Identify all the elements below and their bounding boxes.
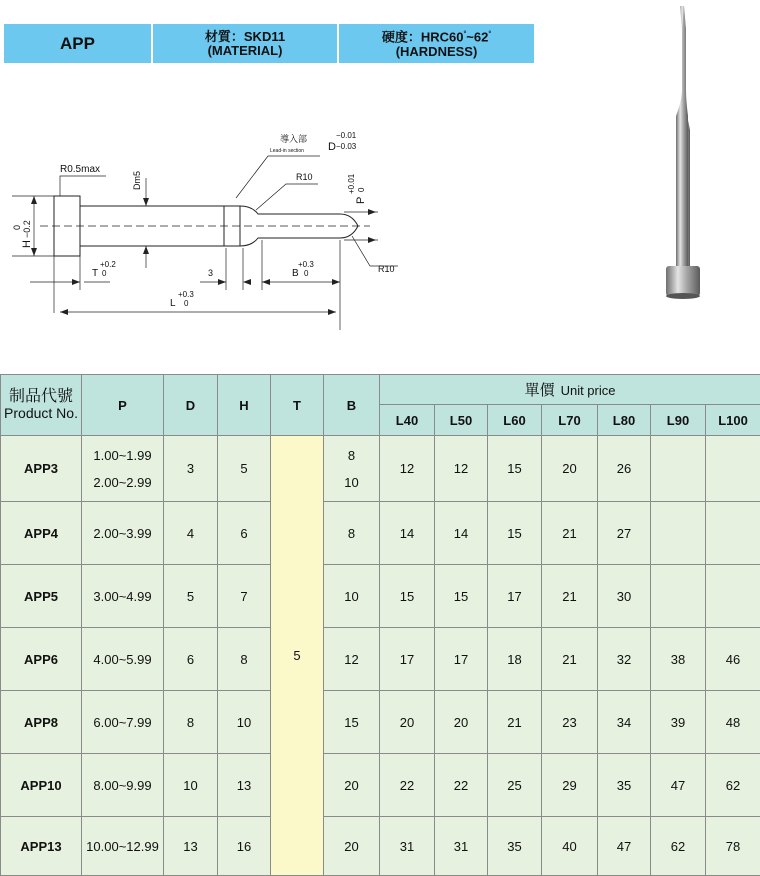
table-row	[1, 817, 760, 876]
p-range: 8.00~9.99	[82, 754, 164, 817]
p-lower-tol: 0	[357, 187, 366, 192]
b-value: 12	[324, 628, 380, 691]
h-value: 13	[218, 754, 271, 817]
price-cell	[706, 436, 760, 502]
p-upper-tol: +0.01	[347, 173, 356, 194]
price-cell: 35	[598, 754, 651, 817]
p-range: 2.00~3.99	[82, 502, 164, 565]
b-value: 15	[324, 691, 380, 754]
price-cell: 12	[435, 436, 488, 502]
lead-in-cn-label: 導入部	[280, 133, 307, 144]
price-cell	[651, 436, 706, 502]
table-row	[1, 565, 760, 628]
price-cell: 47	[651, 754, 706, 817]
price-cell: 20	[542, 436, 598, 502]
header-length: L50	[435, 405, 488, 436]
price-cell: 30	[598, 565, 651, 628]
d-value: 5	[164, 565, 218, 628]
lead-in-en-label: Lead-in section	[270, 148, 304, 154]
price-cell: 12	[380, 436, 435, 502]
price-cell: 17	[488, 565, 542, 628]
b-upper-tol: +0.3	[298, 260, 314, 269]
b-lower-tol: 0	[304, 269, 309, 278]
header-length: L100	[706, 405, 760, 436]
spec-price-table	[0, 374, 760, 876]
r-max-label: R0.5max	[60, 164, 100, 175]
t-upper-tol: +0.2	[100, 260, 116, 269]
price-cell: 48	[706, 691, 760, 754]
d-lower-tol: −0.03	[336, 142, 357, 151]
table-row	[1, 628, 760, 691]
b-value-1: 8	[324, 448, 379, 463]
h-value: 8	[218, 628, 271, 691]
table-row	[1, 754, 760, 817]
t-value: 5	[271, 436, 324, 876]
hardness-sep: ~62	[466, 30, 488, 45]
b-value	[324, 436, 380, 502]
material-line-2: (MATERIAL)	[208, 44, 283, 58]
product-code: APP	[60, 37, 95, 51]
product-no: APP5	[1, 565, 82, 628]
price-cell: 62	[706, 754, 760, 817]
product-no: APP8	[1, 691, 82, 754]
l-lower-tol: 0	[184, 299, 189, 308]
price-cell	[651, 565, 706, 628]
price-cell: 15	[380, 565, 435, 628]
header-t: T	[271, 375, 324, 436]
price-cell: 78	[706, 817, 760, 876]
spec-header-bar	[4, 24, 534, 63]
r10-bottom-label: R10	[378, 264, 395, 274]
header-unit-price-cn: 單價	[525, 382, 555, 399]
d-value: 4	[164, 502, 218, 565]
price-cell: 17	[380, 628, 435, 691]
price-cell: 29	[542, 754, 598, 817]
header-unit-price	[380, 375, 760, 405]
d-upper-tol: −0.01	[336, 131, 357, 140]
price-cell: 21	[488, 691, 542, 754]
b-value: 20	[324, 754, 380, 817]
price-cell: 14	[435, 502, 488, 565]
hardness-degree-1: °	[463, 31, 466, 38]
three-label: 3	[208, 268, 213, 278]
hardness-line-1	[382, 28, 491, 44]
l-upper-tol: +0.3	[178, 290, 194, 299]
price-cell: 15	[488, 502, 542, 565]
header-length: L60	[488, 405, 542, 436]
price-cell: 27	[598, 502, 651, 565]
header-d: D	[164, 375, 218, 436]
price-cell	[706, 565, 760, 628]
l-label: L	[170, 298, 176, 309]
header-p: P	[82, 375, 164, 436]
price-cell: 21	[542, 502, 598, 565]
d-value: 3	[164, 436, 218, 502]
table-row	[1, 436, 760, 502]
h-lower-tol: −0.2	[22, 220, 32, 238]
p-range: 6.00~7.99	[82, 691, 164, 754]
h-value: 7	[218, 565, 271, 628]
price-cell: 17	[435, 628, 488, 691]
header-length: L90	[651, 405, 706, 436]
p-range: 3.00~4.99	[82, 565, 164, 628]
table-row	[1, 502, 760, 565]
d-label: D	[328, 141, 336, 153]
header-length: L40	[380, 405, 435, 436]
price-cell: 39	[651, 691, 706, 754]
price-cell: 26	[598, 436, 651, 502]
b-value: 10	[324, 565, 380, 628]
price-cell: 14	[380, 502, 435, 565]
p-range: 4.00~5.99	[82, 628, 164, 691]
b-value: 8	[324, 502, 380, 565]
header-product-no-en: Product No.	[1, 405, 81, 422]
price-cell: 25	[488, 754, 542, 817]
table-row	[1, 691, 760, 754]
price-cell: 18	[488, 628, 542, 691]
hardness-degree-2: °	[488, 31, 491, 38]
price-cell: 22	[435, 754, 488, 817]
header-length: L70	[542, 405, 598, 436]
hardness-line-2: (HARDNESS)	[396, 45, 478, 59]
p-range: 10.00~12.99	[82, 817, 164, 876]
h-value: 6	[218, 502, 271, 565]
p-range-1: 1.00~1.99	[82, 448, 163, 463]
price-cell: 38	[651, 628, 706, 691]
p-label: P	[355, 197, 367, 204]
product-no: APP4	[1, 502, 82, 565]
price-cell: 46	[706, 628, 760, 691]
header-product-no	[1, 375, 82, 436]
h-value: 5	[218, 436, 271, 502]
price-cell: 31	[435, 817, 488, 876]
price-cell: 32	[598, 628, 651, 691]
product-code-cell	[4, 24, 153, 63]
h-label: H	[21, 240, 33, 248]
price-cell	[706, 502, 760, 565]
price-cell: 34	[598, 691, 651, 754]
product-no: APP13	[1, 817, 82, 876]
header-length: L80	[598, 405, 651, 436]
dm-label: Dm5	[132, 171, 142, 190]
price-cell: 21	[542, 565, 598, 628]
header-b: B	[324, 375, 380, 436]
header-product-no-cn: 制品代號	[1, 388, 81, 405]
d-value: 13	[164, 817, 218, 876]
b-label: B	[292, 268, 299, 279]
p-range	[82, 436, 164, 502]
hardness-cell	[339, 24, 534, 63]
ejector-pin-image	[662, 0, 706, 300]
price-cell: 20	[380, 691, 435, 754]
price-cell: 23	[542, 691, 598, 754]
h-upper-tol: 0	[12, 225, 22, 230]
product-no: APP6	[1, 628, 82, 691]
product-no: APP3	[1, 436, 82, 502]
d-value: 6	[164, 628, 218, 691]
price-cell: 35	[488, 817, 542, 876]
h-value: 10	[218, 691, 271, 754]
r10-top-label: R10	[296, 172, 313, 182]
technical-drawing	[0, 118, 400, 338]
b-value-2: 10	[324, 475, 379, 490]
price-cell: 15	[488, 436, 542, 502]
t-label: T	[92, 268, 98, 279]
price-cell: 47	[598, 817, 651, 876]
p-range-2: 2.00~2.99	[82, 475, 163, 490]
price-cell: 62	[651, 817, 706, 876]
h-value: 16	[218, 817, 271, 876]
header-unit-price-en: Unit price	[561, 383, 616, 398]
t-lower-tol: 0	[102, 269, 107, 278]
material-cell	[153, 24, 339, 63]
price-cell: 22	[380, 754, 435, 817]
d-value: 8	[164, 691, 218, 754]
d-value: 10	[164, 754, 218, 817]
price-cell: 31	[380, 817, 435, 876]
hardness-prefix: 硬度：HRC60	[382, 30, 464, 45]
material-line-1: 材質：SKD11	[205, 30, 285, 44]
price-cell: 20	[435, 691, 488, 754]
price-cell: 15	[435, 565, 488, 628]
header-h: H	[218, 375, 271, 436]
price-cell: 40	[542, 817, 598, 876]
price-cell: 21	[542, 628, 598, 691]
price-cell	[651, 502, 706, 565]
product-no: APP10	[1, 754, 82, 817]
b-value: 20	[324, 817, 380, 876]
